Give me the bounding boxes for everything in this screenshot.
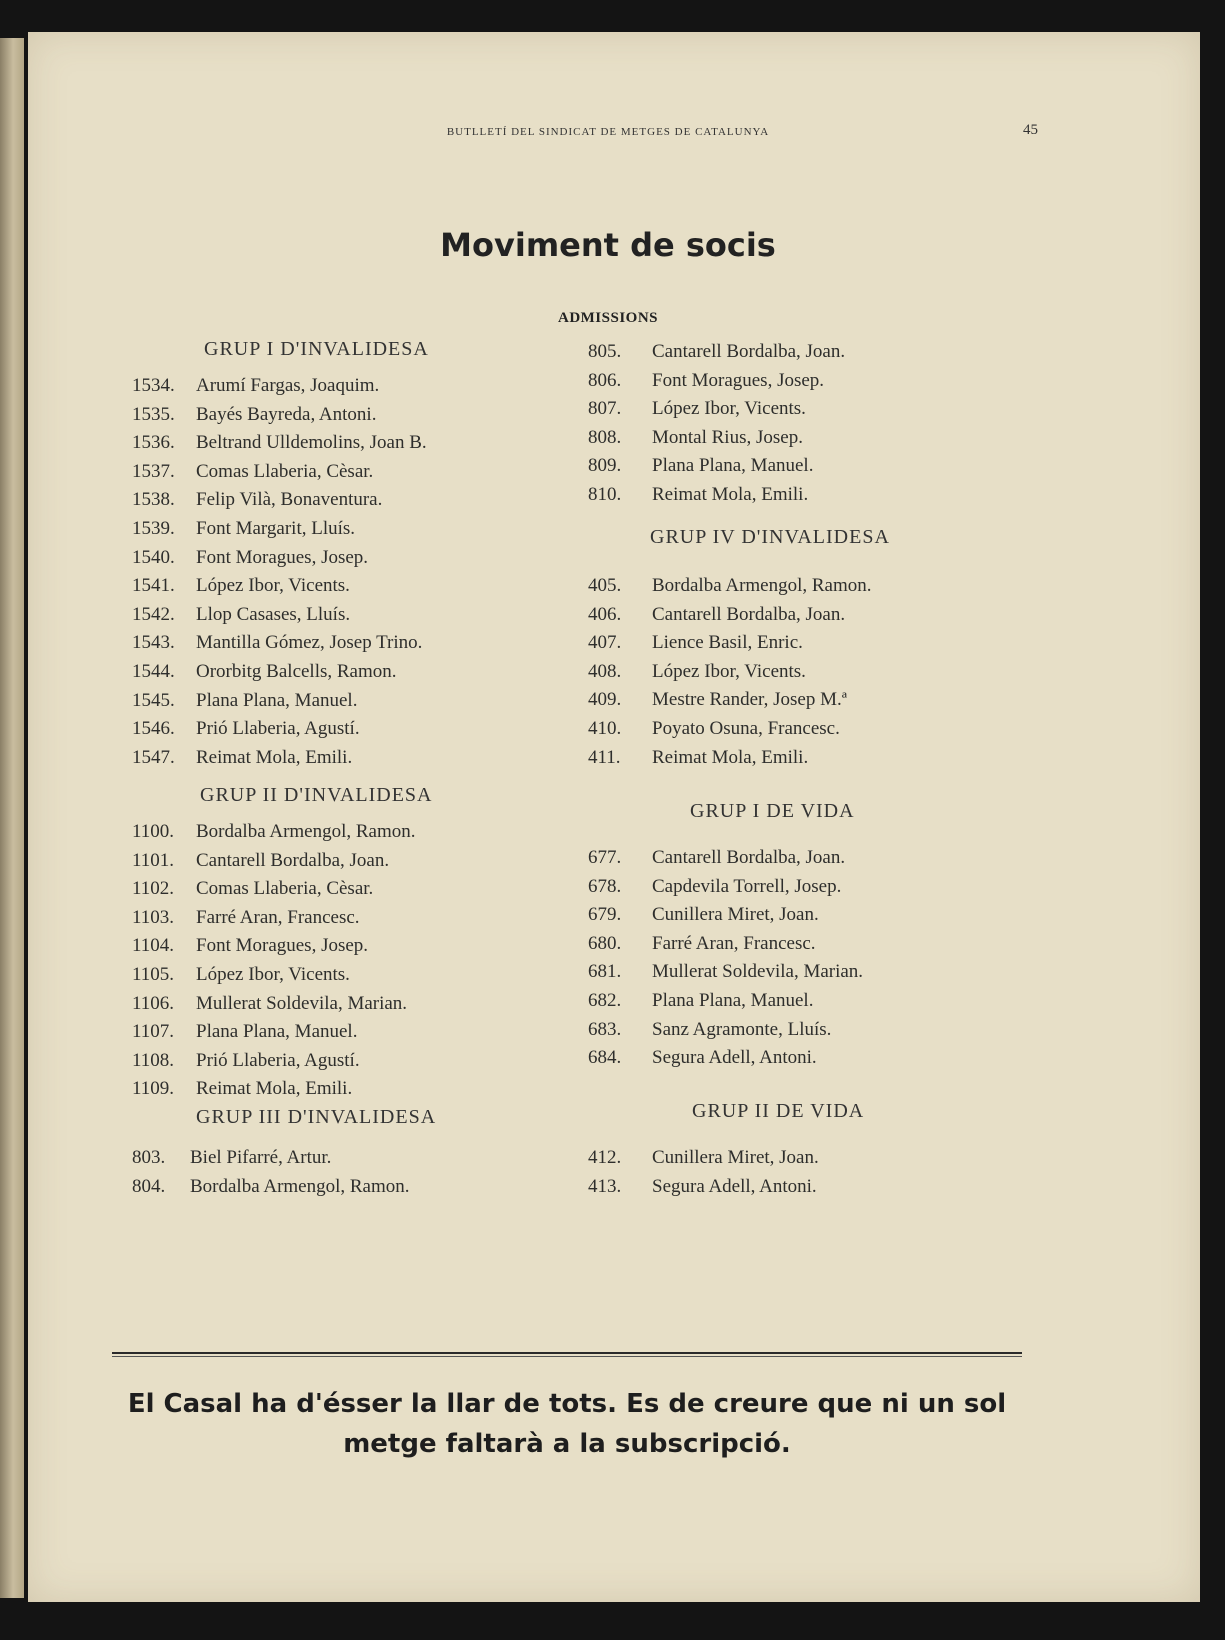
member-name: Bordalba Armengol, Ramon.: [190, 1175, 410, 1197]
entry-number: 1100.: [132, 821, 175, 842]
list-item: [588, 338, 845, 367]
list-item: [588, 1044, 863, 1073]
entry-number: 678.: [588, 875, 622, 897]
member-name: Comas Llaberia, Cèsar.: [196, 460, 374, 482]
entry-number: 682.: [588, 989, 622, 1011]
list-item: [588, 901, 863, 930]
member-name: Font Moragues, Josep.: [196, 546, 369, 568]
member-name: Bordalba Armengol, Ramon.: [196, 821, 416, 842]
list-item: [132, 715, 427, 744]
member-name: López Ibor, Vicents.: [652, 398, 806, 420]
member-name: Ororbitg Balcells, Ramon.: [196, 660, 397, 682]
entry-number: 810.: [588, 483, 622, 505]
member-name: Mullerat Soldevila, Marian.: [196, 992, 408, 1014]
list-item: [588, 987, 863, 1016]
list-item: [132, 961, 416, 990]
entry-number: 680.: [588, 932, 622, 954]
member-name: Bayés Bayreda, Antoni.: [196, 403, 377, 425]
list-item: [132, 458, 427, 487]
list-item: [132, 990, 416, 1019]
list-item: [132, 875, 416, 904]
entry-number: 677.: [588, 847, 622, 868]
entry-number: 1109.: [132, 1078, 175, 1100]
member-name: Prió Llaberia, Agustí.: [196, 718, 360, 740]
entry-number: 410.: [588, 717, 622, 739]
member-name: Segura Adell, Antoni.: [652, 1175, 817, 1197]
list-item: [588, 844, 863, 873]
entry-number: 1104.: [132, 935, 175, 957]
document-page: [28, 32, 1200, 1602]
list-item: [588, 1016, 863, 1045]
list-item: [588, 930, 863, 959]
member-name: López Ibor, Vicents.: [196, 963, 350, 985]
entry-number: 803.: [132, 1147, 166, 1168]
list-item: [132, 572, 427, 601]
member-name: Sanz Agramonte, Lluís.: [652, 1018, 832, 1040]
member-name: Lience Basil, Enric.: [652, 632, 803, 654]
entry-number: 1535.: [132, 403, 175, 425]
list-invalidesa-2: [132, 818, 416, 1104]
list-item: [588, 481, 845, 510]
member-name: Segura Adell, Antoni.: [652, 1047, 817, 1069]
member-name: Plana Plana, Manuel.: [196, 689, 358, 711]
entry-number: 1544.: [132, 660, 175, 682]
list-item: [588, 367, 845, 396]
list-item: [588, 1173, 819, 1202]
entry-number: 1545.: [132, 689, 175, 711]
entry-number: 1547.: [132, 746, 175, 768]
list-vida-2: [588, 1144, 819, 1201]
entry-number: 1101.: [132, 849, 175, 871]
list-item: [588, 873, 863, 902]
entry-number: 1102.: [132, 878, 175, 900]
entry-number: 1538.: [132, 489, 175, 511]
list-item: [132, 818, 416, 847]
entry-number: 409.: [588, 689, 622, 711]
entry-number: 1546.: [132, 718, 175, 740]
list-item: [132, 847, 416, 876]
entry-number: 683.: [588, 1018, 622, 1040]
member-name: Font Margarit, Lluís.: [196, 517, 356, 539]
list-item: [132, 1173, 410, 1202]
group-title-invalidesa-1: GRUP I D'INVALIDESA: [204, 338, 429, 360]
member-name: Plana Plana, Manuel.: [196, 1021, 358, 1043]
member-name: Font Moragues, Josep.: [196, 935, 369, 957]
entry-number: 681.: [588, 961, 622, 983]
entry-number: 684.: [588, 1047, 622, 1069]
entry-number: 808.: [588, 426, 622, 448]
member-name: Reimat Mola, Emili.: [196, 746, 353, 768]
list-item: [588, 572, 872, 601]
list-invalidesa-3-continued: [588, 338, 845, 510]
footer-divider: [112, 1352, 1022, 1354]
member-name: Cunillera Miret, Joan.: [652, 904, 819, 926]
list-item: [132, 429, 427, 458]
list-item: [132, 744, 427, 773]
list-item: [132, 1075, 416, 1104]
list-invalidesa-1: [132, 372, 427, 772]
list-item: [588, 424, 845, 453]
list-item: [132, 401, 427, 430]
list-item: [132, 515, 427, 544]
member-name: Farré Aran, Francesc.: [196, 906, 360, 928]
entry-number: 1108.: [132, 1049, 175, 1071]
member-name: Cantarell Bordalba, Joan.: [652, 603, 846, 625]
list-item: [588, 1144, 819, 1173]
entry-number: 1107.: [132, 1021, 175, 1043]
list-item: [132, 486, 427, 515]
list-vida-1: [588, 844, 863, 1073]
group-title-invalidesa-2: GRUP II D'INVALIDESA: [200, 784, 433, 806]
group-title-invalidesa-3: GRUP III D'INVALIDESA: [196, 1106, 437, 1128]
entry-number: 1542.: [132, 603, 175, 625]
member-name: Mullerat Soldevila, Marian.: [652, 961, 864, 983]
entry-number: 806.: [588, 369, 622, 391]
group-title-vida-1: GRUP I DE VIDA: [690, 800, 855, 822]
member-name: Cantarell Bordalba, Joan.: [652, 847, 846, 868]
member-name: Bordalba Armengol, Ramon.: [652, 575, 872, 596]
list-item: [588, 686, 872, 715]
list-item: [132, 904, 416, 933]
entry-number: 405.: [588, 575, 622, 596]
list-item: [132, 1018, 416, 1047]
page-number: 45: [1023, 122, 1038, 138]
list-item: [588, 958, 863, 987]
book-spine-edge: [0, 38, 24, 1598]
entry-number: 412.: [588, 1147, 622, 1168]
list-item: [588, 744, 872, 773]
list-item: [588, 658, 872, 687]
member-name: Reimat Mola, Emili.: [652, 483, 809, 505]
member-name: López Ibor, Vicents.: [196, 575, 350, 597]
list-item: [132, 1047, 416, 1076]
entry-number: 1536.: [132, 432, 175, 454]
member-name: Poyato Osuna, Francesc.: [652, 717, 840, 739]
member-name: Biel Pifarré, Artur.: [190, 1147, 332, 1168]
entry-number: 1534.: [132, 375, 175, 396]
list-item: [132, 601, 427, 630]
list-item: [132, 372, 427, 401]
entry-number: 1537.: [132, 460, 175, 482]
entry-number: 679.: [588, 904, 622, 926]
entry-number: 1105.: [132, 963, 175, 985]
list-item: [132, 658, 427, 687]
member-name: Cantarell Bordalba, Joan.: [652, 341, 846, 362]
group-title-vida-2: GRUP II DE VIDA: [692, 1100, 865, 1122]
member-name: López Ibor, Vicents.: [652, 660, 806, 682]
member-name: Farré Aran, Francesc.: [652, 932, 816, 954]
member-name: Reimat Mola, Emili.: [652, 746, 809, 768]
member-name: Comas Llaberia, Cèsar.: [196, 878, 374, 900]
list-item: [588, 395, 845, 424]
list-invalidesa-4: [588, 572, 872, 772]
member-name: Cunillera Miret, Joan.: [652, 1147, 819, 1168]
entry-number: 411.: [588, 746, 621, 768]
member-name: Mestre Rander, Josep M.ª: [652, 689, 847, 711]
list-item: [588, 452, 845, 481]
entry-number: 1541.: [132, 575, 175, 597]
member-name: Font Moragues, Josep.: [652, 369, 825, 391]
member-name: Felip Vilà, Bonaventura.: [196, 489, 383, 511]
entry-number: 804.: [132, 1175, 166, 1197]
entry-number: 1543.: [132, 632, 175, 654]
member-name: Llop Casases, Lluís.: [196, 603, 351, 625]
entry-number: 1103.: [132, 906, 175, 928]
list-item: [132, 687, 427, 716]
entry-number: 807.: [588, 398, 622, 420]
member-name: Capdevila Torrell, Josep.: [652, 875, 842, 897]
running-header: BUTLLETÍ DEL SINDICAT DE METGES DE CATALUNYA: [446, 126, 770, 138]
list-invalidesa-3: [132, 1144, 410, 1201]
member-name: Plana Plana, Manuel.: [652, 989, 814, 1011]
footer-divider-thin: [112, 1356, 1022, 1357]
entry-number: 805.: [588, 341, 622, 362]
member-name: Arumí Fargas, Joaquim.: [196, 375, 380, 396]
entry-number: 1539.: [132, 517, 175, 539]
member-name: Plana Plana, Manuel.: [652, 455, 814, 477]
group-title-invalidesa-4: GRUP IV D'INVALIDESA: [650, 526, 890, 548]
member-name: Beltrand Ulldemolins, Joan B.: [196, 432, 427, 454]
list-item: [588, 601, 872, 630]
footer-note: El Casal ha d'ésser la llar de tots. Es de creure que ni un sol metge faltarà a la subscripció.: [127, 1389, 1007, 1459]
entry-number: 413.: [588, 1175, 622, 1197]
member-name: Montal Rius, Josep.: [652, 426, 803, 448]
member-name: Cantarell Bordalba, Joan.: [196, 849, 390, 871]
page-title: Moviment de socis: [440, 226, 776, 264]
entry-number: 407.: [588, 632, 622, 654]
list-item: [132, 629, 427, 658]
list-item: [132, 1144, 410, 1173]
section-subtitle: ADMISSIONS: [557, 310, 659, 326]
list-item: [132, 544, 427, 573]
entry-number: 1540.: [132, 546, 175, 568]
entry-number: 406.: [588, 603, 622, 625]
list-item: [588, 715, 872, 744]
entry-number: 809.: [588, 455, 622, 477]
member-name: Prió Llaberia, Agustí.: [196, 1049, 360, 1071]
list-item: [588, 629, 872, 658]
entry-number: 408.: [588, 660, 622, 682]
member-name: Mantilla Gómez, Josep Trino.: [196, 632, 423, 654]
member-name: Reimat Mola, Emili.: [196, 1078, 353, 1100]
list-item: [132, 932, 416, 961]
entry-number: 1106.: [132, 992, 175, 1014]
